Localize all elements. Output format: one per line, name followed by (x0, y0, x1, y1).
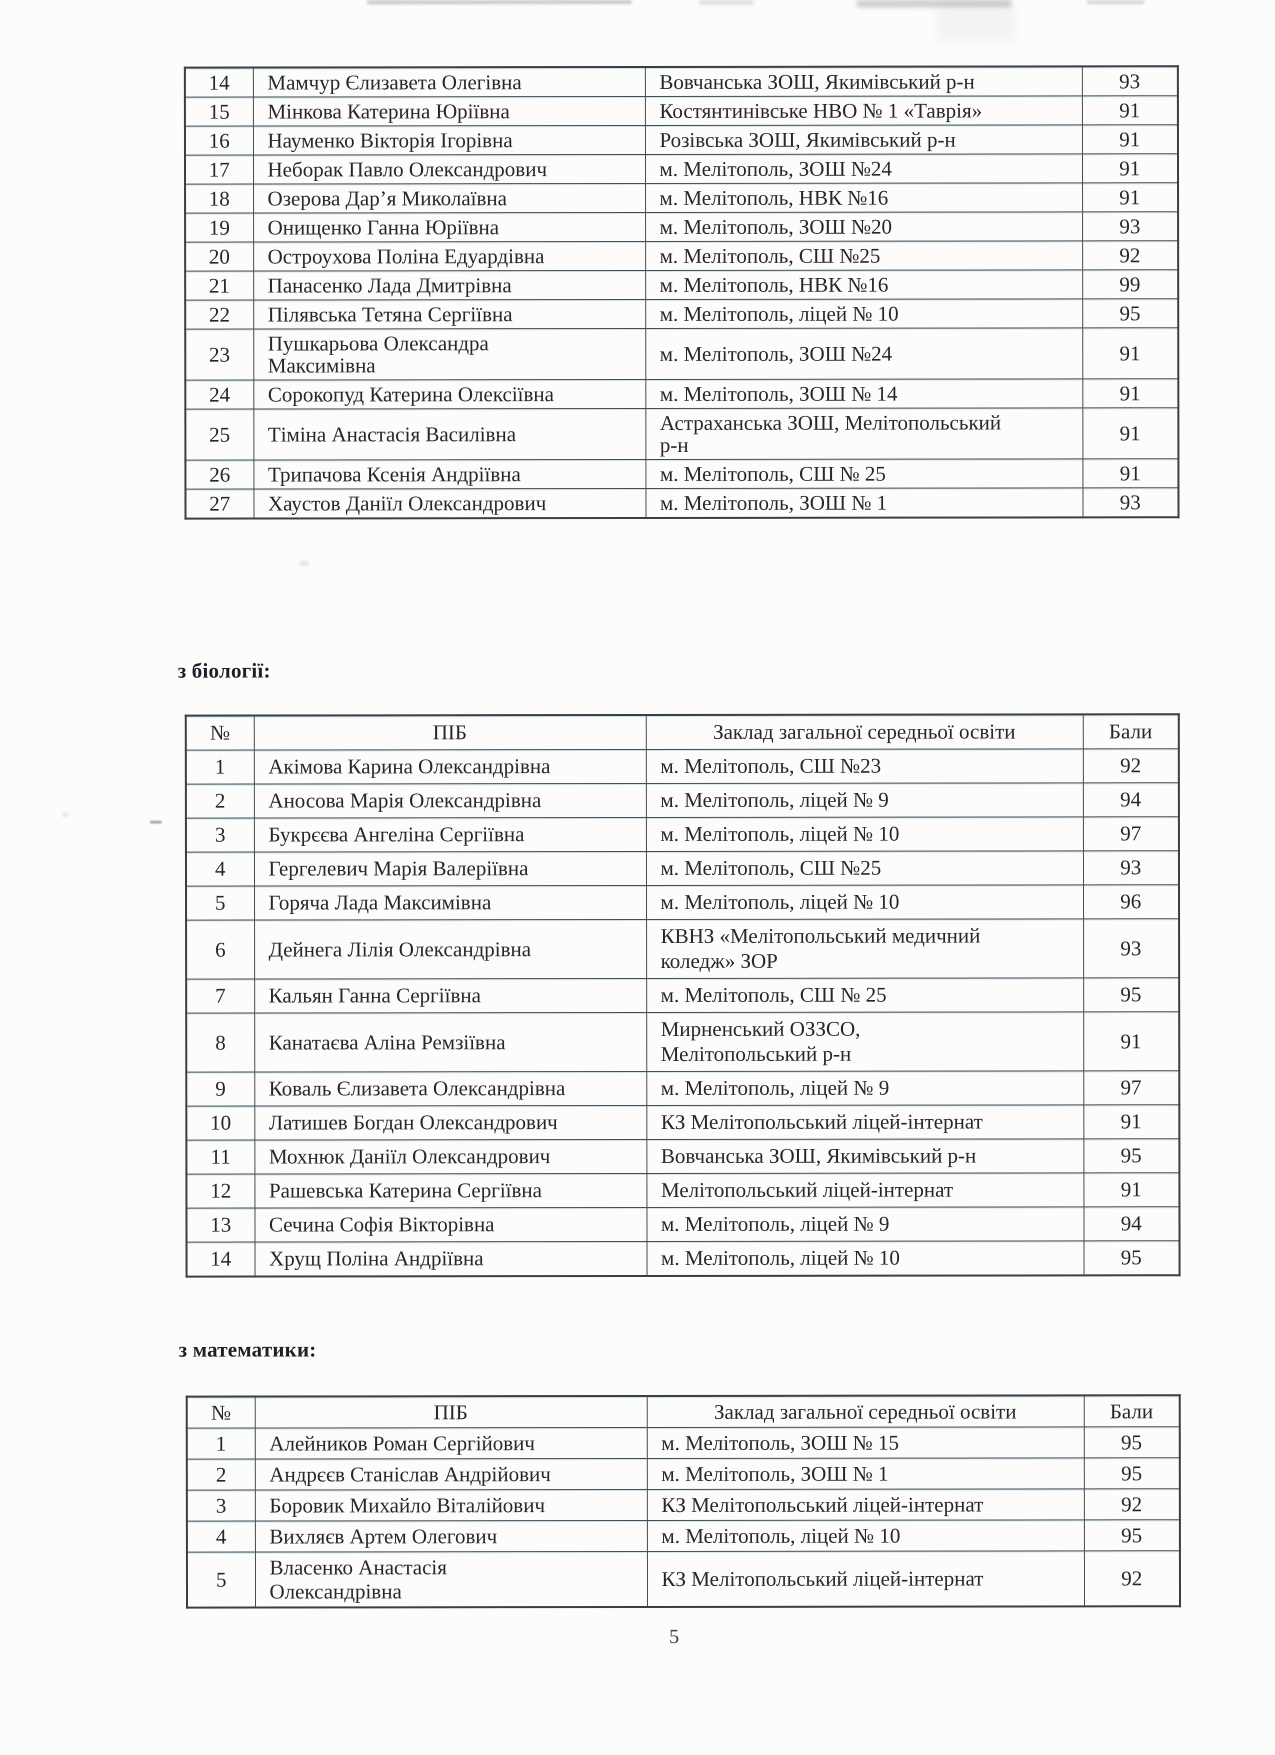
column-header-school: Заклад загальної середньої освіти (646, 714, 1083, 749)
row-number-cell: 12 (186, 1174, 254, 1208)
score-cell: 95 (1084, 1241, 1180, 1276)
table-row (187, 1241, 1180, 1277)
table-row (185, 299, 1178, 329)
score-cell: 95 (1083, 1139, 1179, 1173)
column-header-number: № (187, 1397, 255, 1429)
table-row (185, 183, 1178, 213)
table-row (186, 885, 1179, 920)
school-cell: м. Мелітополь, ліцей № 10 (646, 817, 1083, 852)
table-header-row (186, 714, 1179, 750)
score-cell: 91 (1082, 125, 1178, 154)
table-row (185, 270, 1178, 300)
school-cell: м. Мелітополь, ліцей № 9 (646, 1207, 1083, 1242)
table-row (185, 328, 1178, 380)
school-cell: Мелітопольський ліцей-інтернат (646, 1173, 1083, 1208)
school-cell: м. Мелітополь, НВК №16 (645, 183, 1082, 213)
table-row (187, 1520, 1180, 1552)
scan-artifact (62, 813, 69, 817)
row-number-cell: 13 (186, 1208, 254, 1242)
score-cell: 93 (1082, 488, 1178, 518)
school-cell: м. Мелітополь, СШ № 25 (646, 978, 1083, 1013)
table-row (185, 379, 1178, 409)
school-cell: м. Мелітополь, ЗОШ №20 (645, 212, 1082, 242)
table-row (185, 488, 1178, 519)
school-cell: м. Мелітополь, СШ № 25 (645, 459, 1082, 489)
column-header-school: Заклад загальної середньої освіти (647, 1395, 1084, 1427)
school-cell: м. Мелітополь, СШ №25 (645, 241, 1082, 271)
table-row (185, 66, 1178, 97)
score-cell: 91 (1082, 328, 1178, 379)
mathematics-section-heading: з математики: (178, 1337, 317, 1362)
school-cell: Костянтинівське НВО № 1 «Таврія» (645, 96, 1082, 126)
table-row (185, 125, 1178, 155)
row-number-cell: 21 (185, 271, 253, 300)
row-number-cell: 10 (186, 1106, 254, 1140)
school-cell: Вовчанська ЗОШ, Якимівський р-н (645, 66, 1082, 96)
row-number-cell: 3 (187, 1490, 255, 1521)
row-number-cell: 7 (186, 979, 254, 1013)
row-number-cell: 27 (185, 489, 253, 519)
table-row (185, 241, 1178, 271)
school-cell: м. Мелітополь, ЗОШ № 14 (645, 379, 1082, 409)
student-name-cell: Хаустов Даніїл Олександрович (253, 488, 645, 518)
school-cell: Розівська ЗОШ, Якимівський р-н (645, 125, 1082, 155)
school-cell: Вовчанська ЗОШ, Якимівський р-н (646, 1139, 1083, 1174)
student-name-cell: Горяча Лада Максимівна (254, 885, 646, 920)
school-cell: КВНЗ «Мелітопольський медичний коледж» ЗОР (646, 919, 1083, 979)
score-cell: 95 (1082, 299, 1178, 328)
score-cell: 99 (1082, 270, 1178, 299)
student-name-cell: Сорокопуд Катерина Олексіївна (253, 379, 645, 409)
student-name-cell: Дейнега Лілія Олександрівна (254, 919, 646, 979)
school-cell: м. Мелітополь, ЗОШ №24 (645, 154, 1082, 184)
score-cell: 91 (1082, 96, 1178, 125)
student-name-cell: Мамчур Єлизавета Олегівна (253, 67, 645, 97)
row-number-cell: 3 (186, 818, 254, 852)
table-body (187, 1427, 1180, 1608)
row-number-cell: 17 (185, 155, 253, 184)
school-cell: КЗ Мелітопольський ліцей-інтернат (647, 1489, 1084, 1521)
row-number-cell: 15 (185, 97, 253, 126)
student-name-cell: Мохнюк Даніїл Олександрович (254, 1139, 646, 1174)
school-cell: м. Мелітополь, ліцей № 9 (646, 1071, 1083, 1106)
student-name-cell: Латишев Богдан Олександрович (254, 1105, 646, 1140)
student-name-cell: Вихляєв Артем Олегович (255, 1520, 647, 1552)
student-name-cell: Пілявська Тетяна Сергіївна (253, 299, 645, 329)
student-name-cell: Хрущ Поліна Андріївна (255, 1241, 647, 1276)
school-cell: м. Мелітополь, ліцей № 9 (646, 783, 1083, 818)
row-number-cell: 1 (187, 1428, 255, 1459)
row-number-cell: 26 (185, 460, 253, 489)
row-number-cell: 5 (187, 1552, 255, 1608)
row-number-cell: 14 (185, 68, 253, 98)
score-cell: 92 (1082, 241, 1178, 270)
school-cell: м. Мелітополь, НВК №16 (645, 270, 1082, 300)
page-number: 5 (669, 1625, 680, 1648)
student-name-cell: Канатаєва Аліна Ремзіївна (254, 1012, 646, 1072)
student-name-cell: Сечина Софія Вікторівна (254, 1207, 646, 1242)
school-cell: КЗ Мелітопольський ліцей-інтернат (646, 1105, 1083, 1140)
row-number-cell: 25 (185, 409, 253, 460)
column-header-name: ПІБ (255, 1396, 647, 1428)
table-row (186, 817, 1179, 852)
score-cell: 93 (1082, 212, 1178, 241)
row-number-cell: 1 (186, 750, 254, 784)
table-row (185, 212, 1178, 242)
score-cell: 93 (1083, 919, 1179, 978)
student-name-cell: Науменко Вікторія Ігорівна (253, 125, 645, 155)
score-cell: 95 (1084, 1427, 1180, 1458)
school-cell: КЗ Мелітопольський ліцей-інтернат (647, 1551, 1084, 1607)
score-cell: 97 (1083, 1071, 1179, 1105)
mathematics-results-table (186, 1394, 1181, 1608)
table-row (187, 1427, 1180, 1459)
column-header-score: Бали (1083, 714, 1179, 749)
table-row (186, 749, 1179, 784)
student-name-cell: Кальян Ганна Сергіївна (254, 978, 646, 1013)
column-header-number: № (186, 716, 254, 751)
score-cell: 95 (1084, 1520, 1180, 1551)
row-number-cell: 11 (186, 1140, 254, 1174)
student-name-cell: Алейников Роман Сергійович (255, 1427, 647, 1459)
score-cell: 92 (1083, 749, 1179, 783)
school-cell: м. Мелітополь, ліцей № 10 (647, 1241, 1084, 1276)
table-row (186, 919, 1179, 979)
row-number-cell: 24 (185, 380, 253, 409)
row-number-cell: 6 (186, 920, 254, 979)
scan-artifact (937, 3, 1015, 41)
table-row (186, 1012, 1179, 1072)
biology-results-table (185, 713, 1181, 1277)
results-table-continued (184, 65, 1180, 519)
student-name-cell: Букрєєва Ангеліна Сергіївна (254, 817, 646, 852)
school-cell: Астраханська ЗОШ, Мелітопольський р-н (645, 408, 1082, 460)
scan-artifact (300, 560, 309, 566)
scan-artifact (150, 821, 162, 824)
school-cell: Мирненський ОЗЗСО, Мелітопольський р-н (646, 1012, 1083, 1072)
row-number-cell: 2 (186, 784, 254, 818)
table-row (185, 408, 1178, 460)
school-cell: м. Мелітополь, ліцей № 10 (646, 885, 1083, 920)
row-number-cell: 4 (186, 852, 254, 886)
table-row (187, 1551, 1180, 1608)
score-cell: 91 (1082, 459, 1178, 488)
score-cell: 96 (1083, 885, 1179, 919)
student-name-cell: Коваль Єлизавета Олександрівна (254, 1071, 646, 1106)
student-name-cell: Акімова Карина Олександрівна (254, 749, 646, 784)
school-cell: м. Мелітополь, СШ №23 (646, 749, 1083, 784)
school-cell: м. Мелітополь, ліцей № 10 (645, 299, 1082, 329)
student-name-cell: Онищенко Ганна Юріївна (253, 212, 645, 242)
column-header-name: ПІБ (254, 715, 646, 750)
student-name-cell: Трипачова Ксенія Андріївна (253, 459, 645, 489)
score-cell: 91 (1082, 183, 1178, 212)
table-row (187, 1489, 1180, 1521)
row-number-cell: 5 (186, 886, 254, 920)
score-cell: 94 (1083, 1207, 1179, 1241)
table-row (185, 459, 1178, 489)
row-number-cell: 20 (185, 242, 253, 271)
score-cell: 93 (1082, 66, 1178, 96)
scan-artifact (367, 0, 632, 4)
row-number-cell: 14 (187, 1242, 255, 1277)
student-name-cell: Панасенко Лада Дмитрівна (253, 270, 645, 300)
school-cell: м. Мелітополь, ЗОШ № 1 (645, 488, 1082, 518)
row-number-cell: 9 (186, 1072, 254, 1106)
score-cell: 91 (1083, 1105, 1179, 1139)
score-cell: 92 (1084, 1551, 1180, 1607)
table-row (186, 1105, 1179, 1140)
row-number-cell: 18 (185, 184, 253, 213)
student-name-cell: Боровик Михайло Віталійович (255, 1489, 647, 1521)
score-cell: 91 (1082, 379, 1178, 408)
row-number-cell: 23 (185, 329, 253, 380)
score-cell: 95 (1084, 1458, 1180, 1489)
student-name-cell: Андрєєв Станіслав Андрійович (255, 1458, 647, 1490)
row-number-cell: 2 (187, 1459, 255, 1490)
student-name-cell: Власенко Анастасія Олександрівна (255, 1551, 647, 1607)
biology-section-heading: з біології: (177, 658, 271, 683)
school-cell: м. Мелітополь, ліцей № 10 (647, 1520, 1084, 1552)
table-body (185, 66, 1179, 518)
student-name-cell: Аносова Марія Олександрівна (254, 783, 646, 818)
score-cell: 94 (1083, 783, 1179, 817)
student-name-cell: Тіміна Анастасія Василівна (253, 408, 645, 460)
table-row (185, 96, 1178, 126)
school-cell: м. Мелітополь, ЗОШ № 1 (647, 1458, 1084, 1490)
row-number-cell: 4 (187, 1521, 255, 1552)
row-number-cell: 19 (185, 213, 253, 242)
score-cell: 91 (1083, 1012, 1179, 1071)
table-row (186, 1207, 1179, 1242)
scan-artifact (1087, 0, 1145, 4)
row-number-cell: 8 (186, 1013, 254, 1072)
row-number-cell: 22 (185, 300, 253, 329)
row-number-cell: 16 (185, 126, 253, 155)
score-cell: 95 (1083, 978, 1179, 1012)
student-name-cell: Рашевська Катерина Сергіївна (254, 1173, 646, 1208)
score-cell: 97 (1083, 817, 1179, 851)
school-cell: м. Мелітополь, ЗОШ №24 (645, 328, 1082, 380)
table-header-row (187, 1395, 1180, 1428)
table-row (186, 1071, 1179, 1106)
score-cell: 91 (1082, 408, 1178, 459)
table-row (186, 851, 1179, 886)
student-name-cell: Озерова Дар’я Миколаївна (253, 183, 645, 213)
table-row (185, 154, 1178, 184)
table-row (186, 783, 1179, 818)
table-body (186, 749, 1180, 1277)
table-row (186, 1173, 1179, 1208)
score-cell: 91 (1083, 1173, 1179, 1207)
table-row (186, 978, 1179, 1013)
student-name-cell: Неборак Павло Олександрович (253, 154, 645, 184)
student-name-cell: Мінкова Катерина Юріївна (253, 96, 645, 126)
score-cell: 93 (1083, 851, 1179, 885)
table-row (187, 1458, 1180, 1490)
student-name-cell: Остроухова Поліна Едуардівна (253, 241, 645, 271)
student-name-cell: Гергелевич Марія Валеріївна (254, 851, 646, 886)
school-cell: м. Мелітополь, СШ №25 (646, 851, 1083, 886)
scan-artifact (699, 0, 754, 5)
score-cell: 92 (1084, 1489, 1180, 1520)
score-cell: 91 (1082, 154, 1178, 183)
table-row (186, 1139, 1179, 1174)
column-header-score: Бали (1084, 1395, 1180, 1427)
student-name-cell: Пушкарьова Олександра Максимівна (253, 328, 645, 380)
school-cell: м. Мелітополь, ЗОШ № 15 (647, 1427, 1084, 1459)
